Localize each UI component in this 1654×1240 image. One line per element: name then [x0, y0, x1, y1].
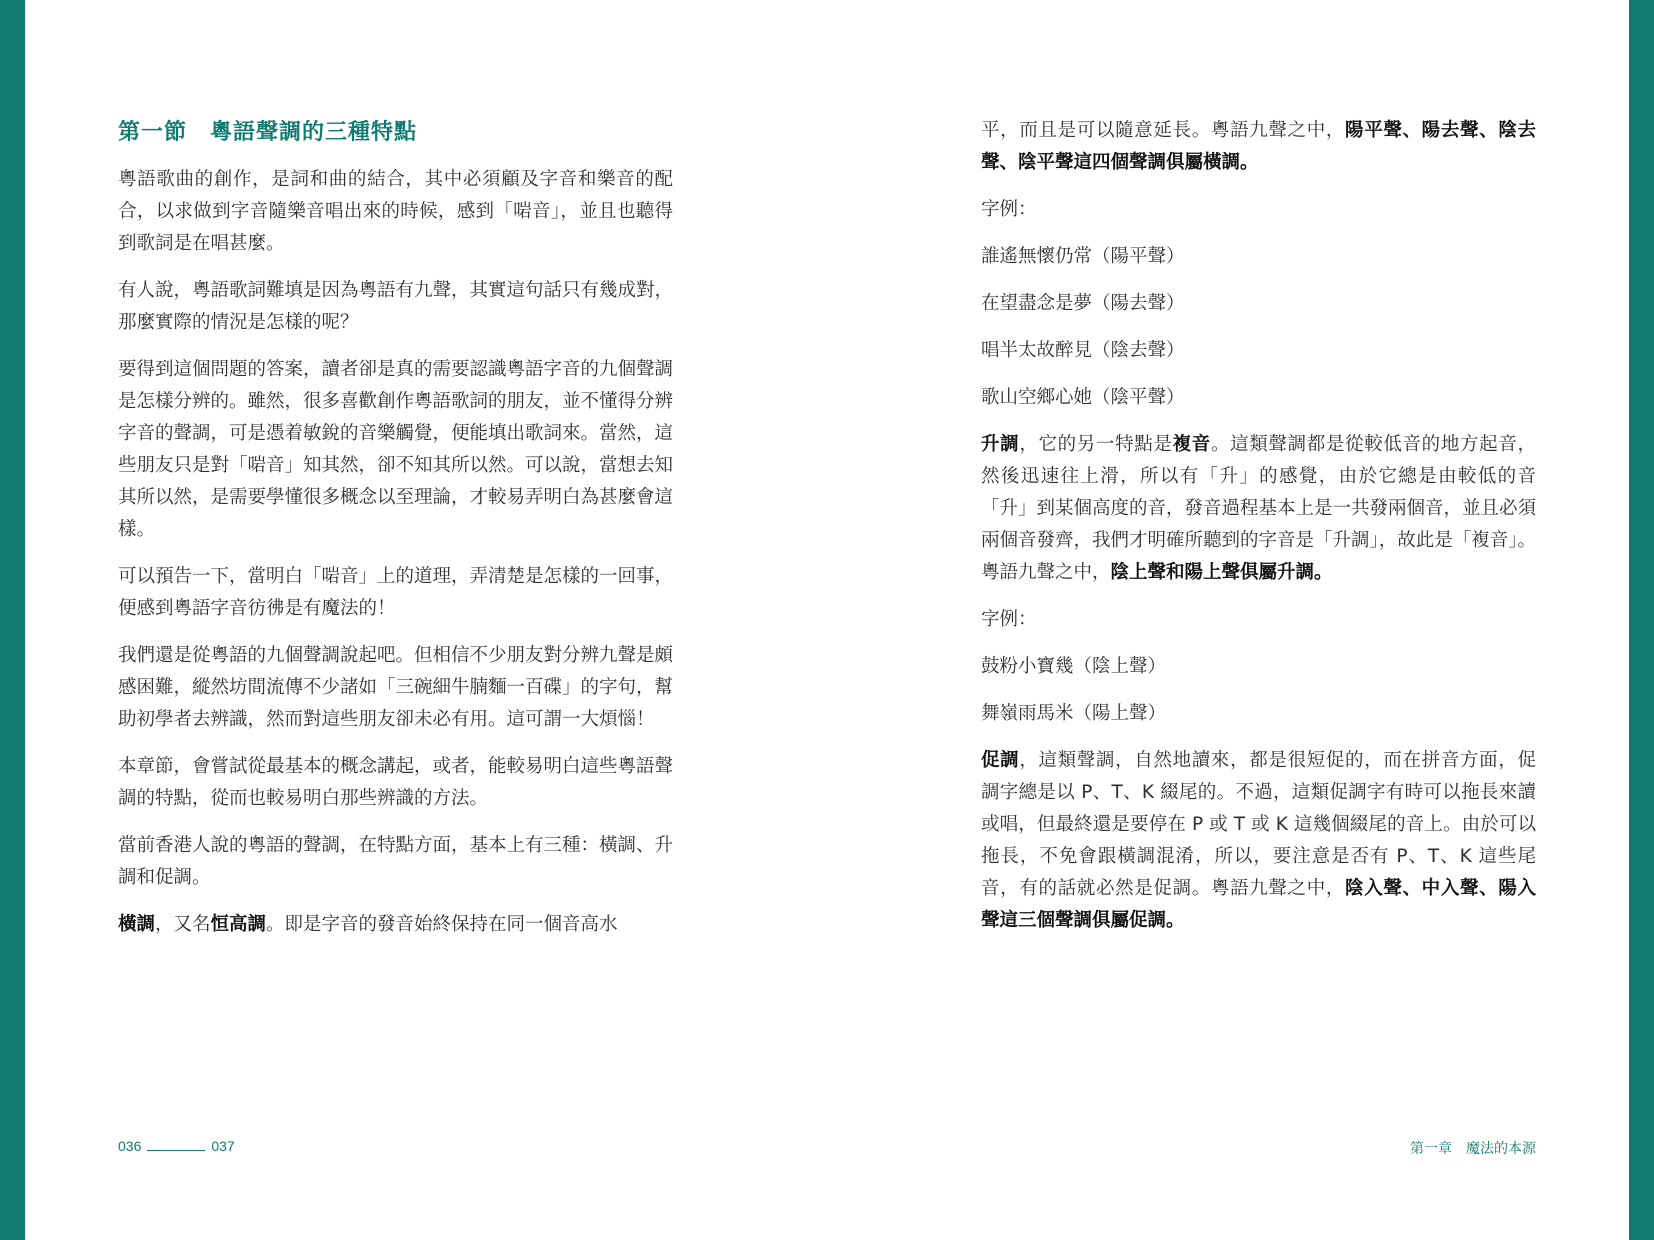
example-line: 在望盡念是夢（陽去聲）: [981, 293, 1185, 314]
keyword: 恒高調: [210, 914, 267, 935]
keyword: 陰入聲、中入聲、陽入聲這三個聲調俱屬促調。: [981, 878, 1536, 931]
keyword: 升調: [981, 434, 1020, 455]
paragraph: 粵語歌曲的創作，是詞和曲的結合，其中必須顧及字音和樂音的配合，以求做到字音隨樂音唱出來的時候，感到「啱音」，並且也聽得到歌詞是在唱甚麼。: [118, 169, 673, 254]
keyword: 陰上聲和陽上聲俱屬升調。: [1110, 562, 1333, 583]
example-line: 唱半太故醉見（陰去聲）: [981, 340, 1185, 361]
paragraph: [118, 909, 673, 941]
example-line: 鼓粉小寶幾（陰上聲）: [981, 656, 1167, 677]
paragraph: 有人說，粵語歌詞難填是因為粵語有九聲，其實這句話只有幾成對，那麼實際的情況是怎樣的呢？: [118, 280, 674, 333]
text-run: ，又名: [155, 914, 211, 935]
right-edge-band: [1629, 0, 1654, 1240]
chapter-running-title: 第一章 魔法的本源: [1410, 1141, 1536, 1157]
page-number-left: 036: [118, 1138, 142, 1154]
paragraph: 可以預告一下，當明白「啱音」上的道理，弄清楚是怎樣的一回事，便感到粵語字音彷彿是有魔法的！: [118, 566, 674, 619]
paragraph: [981, 429, 1536, 589]
text-run: ，它的另一特點是: [1019, 434, 1173, 455]
left-edge-band: [0, 0, 25, 1240]
keyword: 促調: [981, 750, 1020, 771]
example-label: 字例：: [981, 199, 1037, 220]
paragraph: 本章節，會嘗試從最基本的概念講起，或者，能較易明白這些粵語聲調的特點，從而也較易明白那些辨識的方法。: [118, 756, 674, 809]
paragraph: [981, 115, 1536, 179]
keyword: 複音: [1172, 434, 1211, 455]
page-number-right: 037: [211, 1138, 235, 1154]
keyword: 橫調: [118, 914, 156, 935]
example-line: 歌山空鄉心她（陰平聲）: [981, 387, 1185, 408]
example-line: 誰遙無懷仍常（陽平聲）: [981, 246, 1185, 267]
example-label: 字例：: [981, 609, 1037, 630]
right-page: [981, 115, 1536, 952]
paragraph: 要得到這個問題的答案，讀者卻是真的需要認識粵語字音的九個聲調是怎樣分辨的。雖然，很多喜歡創作粵語歌詞的朋友，並不懂得分辨字音的聲調，可是憑着敏銳的音樂觸覺，便能填出歌詞來。當然，這些朋友只是對「啱音」知其然，卻不知其所以然。可以說，當想去知其所以然，是需要學懂很多概念以至理論，才較易弄明白為甚麼會這樣。: [118, 359, 674, 540]
example-line: 舞嶺雨馬米（陽上聲）: [981, 703, 1167, 724]
text-run: 。這類聲調都是從較低音的地方起音，然後迅速往上滑，所以有「升」的感覺，由於它總是由較低的音「升」到某個高度的音，發音過程基本上是一共發兩個音，並且必須兩個音發齊，我們才明確所聽到的字音是「升調」，故此是「複音」。粵語九聲之中，: [981, 434, 1537, 583]
text-run: ，這類聲調，自然地讀來，都是很短促的，而在拼音方面，促調字總是以 P、T、K 綴尾的。不過，這類促調字有時可以拖長來讀或唱，但最終還是要停在 P 或 T 或 K 這幾個綴尾的音上。由於可以拖長，不免會跟橫調混淆，所以，要注意是否有 P、T、K 這些尾音，有的話就必然是促調。粵語九聲之中，: [981, 750, 1536, 899]
paragraph: [981, 745, 1536, 937]
page-numbers: [118, 1138, 235, 1154]
text-run: 平，而且是可以隨意延長。粵語九聲之中，: [981, 120, 1346, 141]
left-page: [118, 115, 673, 956]
paragraph: 我們還是從粵語的九個聲調說起吧。但相信不少朋友對分辨九聲是頗感困難，縱然坊間流傳不少諸如「三碗細牛腩麵一百碟」的字句，幫助初學者去辨識，然而對這些朋友卻未必有用。這可謂一大煩惱！: [118, 645, 674, 730]
keyword: 陽平聲、陽去聲、陰去聲、陰平聲這四個聲調俱屬橫調。: [981, 120, 1536, 173]
section-title: 第一節 粵語聲調的三種特點: [118, 120, 418, 145]
paragraph: 當前香港人說的粵語的聲調，在特點方面，基本上有三種：橫調、升調和促調。: [118, 835, 674, 888]
folio-rule: [147, 1150, 205, 1151]
text-run: 。即是字音的發音始終保持在同一個音高水: [266, 914, 618, 935]
